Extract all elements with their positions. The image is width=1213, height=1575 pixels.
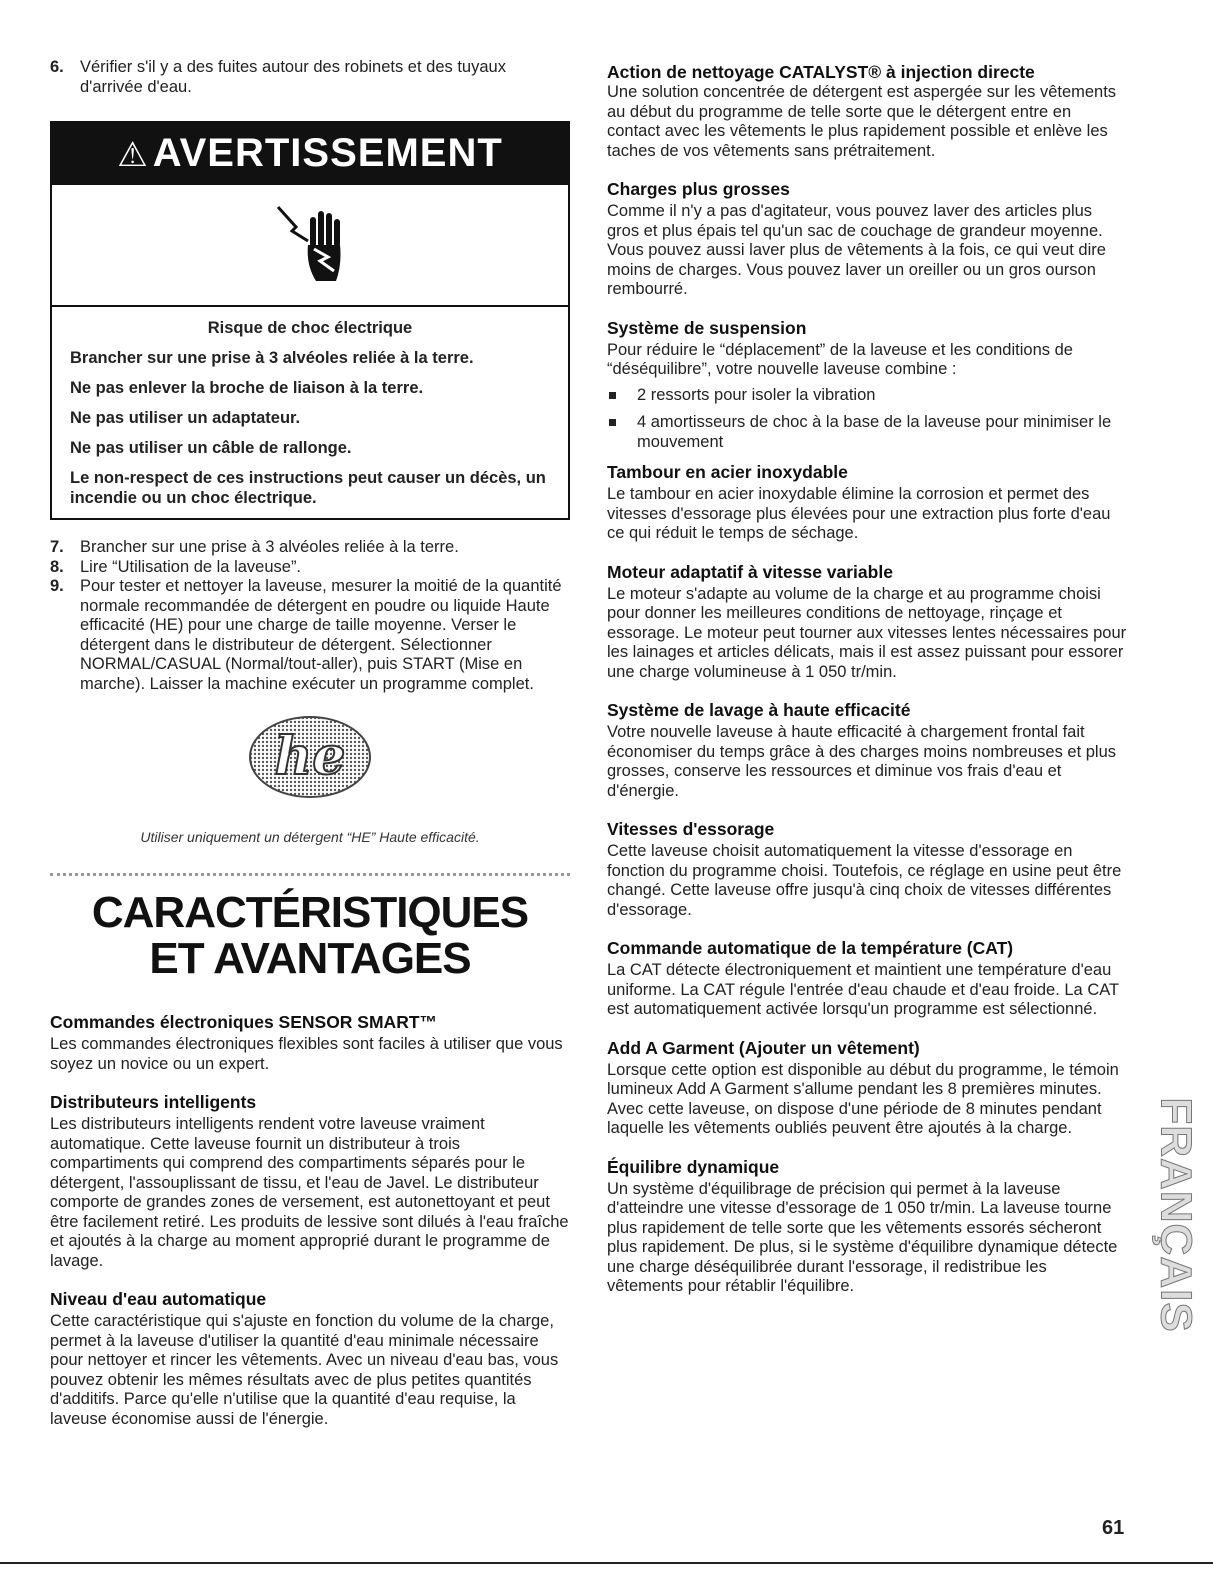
feature-heading: Système de lavage à haute efficacité	[607, 700, 911, 720]
list-item: 7. Brancher sur une prise à 3 alvéoles reliée à la terre.	[50, 538, 459, 556]
install-steps-start	[50, 58, 570, 97]
feature-text: Un système d'équilibrage de précision qui permet à la laveuse d'atteindre une vitesse d'essorage de 1 050 tr/min. La laveuse tourne plus rapidement de telle sorte que les vêtements essorés sécheront plus rapidement. De plus, si le système d'équilibre dynamique détecte une charge déséquilibrée durant l'essorage, il redistribue les vêtements pour rétablir l'équilibre.	[607, 1179, 1118, 1295]
feature-text: Pour réduire le “déplacement” de la laveuse et les conditions de “déséquilibre”, votre nouvelle laveuse combine :	[607, 340, 1073, 378]
feature-heading: Add A Garment (Ajouter un vêtement)	[607, 1037, 920, 1058]
page-number: 61	[1102, 1517, 1125, 1539]
feature-text: Comme il n'y a pas d'agitateur, vous pouvez laver des articles plus gros et plus épais tel qu'un sac de couchage de grandeur moyenne. Vous pouvez aussi laver plus de vêtements à la fois, ce qui veut dire moins de charges. Vous pouvez laver un oreiller ou un gros ourson rembourré.	[607, 202, 1106, 298]
warning-line: Le non-respect de ces instructions peut causer un décès, un incendie ou un choc électrique.	[70, 469, 546, 507]
svg-text:he: he	[274, 726, 346, 787]
he-caption: Utiliser uniquement un détergent “HE” Haute efficacité.	[140, 829, 480, 845]
electric-shock-icon	[52, 185, 568, 307]
feature-heading: Vitesses d'essorage	[607, 819, 775, 839]
feature-section	[607, 462, 1127, 544]
warning-line: Ne pas utiliser un adaptateur.	[70, 409, 301, 427]
feature-section	[50, 1289, 570, 1429]
install-steps	[50, 538, 570, 694]
list-item: 4 amortisseurs de choc à la base de la laveuse pour minimiser le mouvement	[607, 413, 1127, 452]
feature-heading: Commande automatique de la température (CAT)	[607, 938, 1014, 958]
left-column	[50, 58, 570, 1429]
feature-section	[607, 700, 1127, 801]
feature-section	[607, 938, 1127, 1020]
feature-heading: Tambour en acier inoxydable	[607, 462, 848, 482]
feature-section	[607, 1038, 1127, 1139]
feature-text: Le moteur s'adapte au volume de la charge et au programme choisi pour donner les meilleures conditions de nettoyage, rinçage et essorage. Le moteur peut tourner aux vitesses lentes nécessaires pour les lainages et articles délicats, mais il est assez puissant pour essorer une charge volumineuse à 1 050 tr/min.	[607, 584, 1127, 681]
list-item: 2 ressorts pour isoler la vibration	[607, 386, 1127, 406]
feature-text: Les distributeurs intelligents rendent votre laveuse vraiment automatique. Cette laveuse fournit un distributeur à trois compartiments qui comprend des compartiments séparés pour le détergent, l'assouplissant de tissu, et l'eau de Javel. Le distributeur comporte de grandes zones de versement, est autonettoyant et peut être facilement retiré. Les produits de lessive sont dilués à l'eau fraîche et ajoutés à la charge au moment approprié durant le programme de lavage.	[50, 1115, 569, 1270]
feature-heading: Distributeurs intelligents	[50, 1092, 257, 1112]
warning-header	[52, 123, 568, 185]
warning-line: Brancher sur une prise à 3 alvéoles reliée à la terre.	[70, 349, 474, 367]
warning-body	[52, 307, 568, 518]
list-item: 8. Lire “Utilisation de la laveuse”.	[50, 557, 302, 576]
feature-section	[607, 1157, 1127, 1297]
feature-text: Votre nouvelle laveuse à haute efficacité à chargement frontal fait économiser du temps grâce à des charges moins nombreuses et plus grosses, conserve les ressources et diminue vos frais d'eau et d'énergie.	[607, 723, 1117, 800]
feature-heading: Commandes électroniques SENSOR SMART™	[50, 1012, 438, 1032]
feature-text: Cette caractéristique qui s'ajuste en fonction du volume de la charge, permet à la laveuse d'utiliser la quantité d'eau minimale nécessaire pour nettoyer et rincer les vêtements. Avec un niveau d'eau bas, vous pouvez obtenir les mêmes résultats avec de plus petites quantités d'additifs. Parce qu'elle n'utilise que la quantité d'eau requise, la laveuse économise aussi de l'énergie.	[50, 1312, 559, 1428]
warning-line: Ne pas enlever la broche de liaison à la terre.	[70, 379, 424, 397]
right-column	[607, 62, 1127, 1297]
bullet-list	[607, 386, 1127, 453]
feature-section	[607, 179, 1127, 300]
feature-heading: Action de nettoyage CATALYST® à injection directe	[607, 62, 1035, 82]
feature-section	[607, 562, 1127, 683]
feature-text: Une solution concentrée de détergent est aspergée sur les vêtements au début du programme de telle sorte que le détergent entre en contact avec les vêtements le plus rapidement possible et enlève les taches de vos vêtements sans prétraitement.	[607, 83, 1117, 160]
feature-text: La CAT détecte électroniquement et maintient une température d'eau uniforme. La CAT régule l'entrée d'eau chaude et d'eau froide. La CAT est automatiquement activée lorsqu'un programme est sélectionné.	[607, 961, 1119, 1018]
warning-title: AVERTISSEMENT	[152, 131, 503, 175]
warning-triangle-icon: ⚠	[117, 136, 149, 174]
feature-text: Les commandes électroniques flexibles sont faciles à utiliser que vous soyez un novice ou un expert.	[50, 1035, 563, 1073]
feature-heading: Niveau d'eau automatique	[50, 1289, 267, 1309]
feature-section	[607, 819, 1127, 920]
footer-rule	[0, 1562, 1213, 1564]
language-side-tab: FRANÇAIS	[1152, 1097, 1202, 1333]
warning-box	[50, 121, 570, 520]
list-item: 9. Pour tester et nettoyer la laveuse, mesurer la moitié de la quantité normale recommandée de détergent en poudre ou liquide Haute efficacité (HE) pour une charge de taille moyenne. Verser le détergent dans le distributeur de détergent. Sélectionner NORMAL/CASUAL (Normal/tout-aller), puis START (Mise en marche). Laisser la machine exécuter un programme complet.	[50, 577, 562, 693]
feature-heading: Charges plus grosses	[607, 179, 790, 199]
feature-heading: Équilibre dynamique	[607, 1156, 780, 1177]
feature-heading: Moteur adaptatif à vitesse variable	[607, 561, 893, 582]
feature-text: Le tambour en acier inoxydable élimine la corrosion et permet des vitesses d'essorage plus élevées pour une extraction plus forte d'eau ce qui réduit le temps de séchage.	[607, 485, 1111, 542]
section-title: CARACTÉRISTIQUES ET AVANTAGES	[91, 888, 529, 983]
list-item: 6. Vérifier s'il y a des fuites autour des robinets et des tuyaux d'arrivée d'eau.	[50, 58, 506, 96]
warning-line: Ne pas utiliser un câble de rallonge.	[70, 439, 352, 457]
feature-section	[50, 1092, 570, 1271]
divider	[50, 873, 570, 876]
feature-section	[607, 318, 1127, 453]
warning-risk: Risque de choc électrique	[207, 319, 413, 337]
feature-text: Lorsque cette option est disponible au début du programme, le témoin lumineux Add A Garment s'allume pendant les 8 premières minutes. Avec cette laveuse, on dispose d'une période de 8 minutes pendant laquelle les vêtements oubliés peuvent être ajoutés à la charge.	[607, 1060, 1119, 1137]
feature-text: Cette laveuse choisit automatiquement la vitesse d'essorage en fonction du programme choisi. Toutefois, ce réglage en usine peut être changé. Cette laveuse offre jusqu'à cinq choix de vitesses différentes d'essorage.	[607, 842, 1122, 919]
feature-heading: Système de suspension	[607, 317, 807, 338]
feature-section	[50, 1012, 570, 1074]
he-logo	[50, 712, 570, 807]
feature-section	[607, 62, 1127, 161]
